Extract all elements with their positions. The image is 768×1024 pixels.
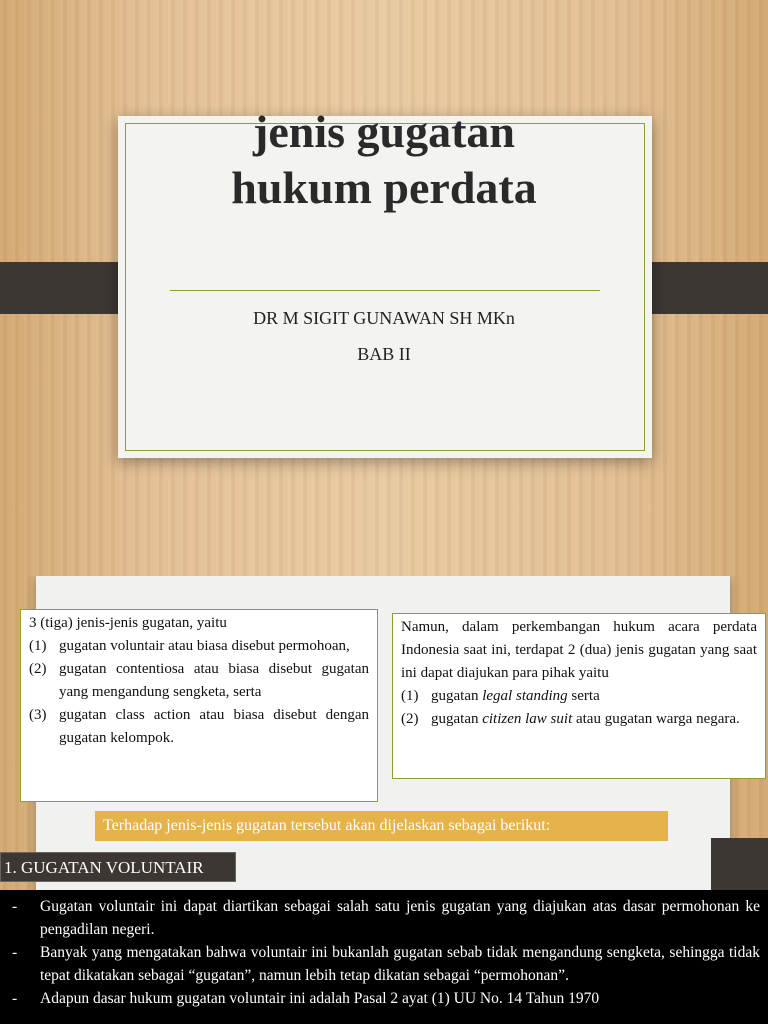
- section-title: 1. GUGATAN VOLUNTAIR: [0, 852, 236, 882]
- bullet-marker: -: [12, 898, 18, 915]
- list-item: [29, 658, 369, 704]
- list-item: [12, 987, 760, 1010]
- development-intro: Namun, dalam perkembangan hukum acara perdata Indonesia saat ini, terdapat 2 (dua) jenis gugatan yang saat ini dapat diajukan para pihak yaitu: [401, 619, 757, 681]
- bullet-text: Gugatan voluntair ini dapat diartikan sebagai salah satu jenis gugatan yang diajukan atas dasar permohonan ke pengadilan negeri.: [40, 898, 760, 938]
- list-item: [12, 941, 760, 987]
- list-number: (2): [401, 711, 419, 727]
- list-item: [29, 704, 369, 750]
- list-text-emphasis: legal standing: [482, 688, 568, 704]
- list-number: (3): [29, 707, 47, 723]
- list-item: [29, 635, 369, 658]
- list-text-post: atau gugatan warga negara.: [572, 711, 740, 727]
- list-text: [431, 685, 757, 708]
- list-item: [401, 685, 757, 708]
- voluntair-panel: [0, 890, 768, 1024]
- bullet-text: Adapun dasar hukum gugatan voluntair ini adalah Pasal 2 ayat (1) UU No. 14 Tahun 1970: [40, 990, 600, 1007]
- list-text: [431, 708, 757, 731]
- explanation-banner: Terhadap jenis-jenis gugatan tersebut akan dijelaskan sebagai berikut:: [95, 811, 668, 841]
- types-intro: 3 (tiga) jenis-jenis gugatan, yaitu: [29, 615, 227, 631]
- development-box: [392, 613, 766, 779]
- list-text: gugatan contentiosa atau biasa disebut gugatan yang mengandung sengketa, serta: [59, 661, 369, 700]
- title-divider: [170, 290, 600, 291]
- bullet-text: Banyak yang mengatakan bahwa voluntair ini bukanlah gugatan sebab tidak mengandung sengketa, sehingga tidak tepat dikatakan sebagai “gugatan”, namun lebih tetap dikatan sebagai “permohonan”.: [40, 944, 760, 984]
- slide-title: [0, 104, 768, 216]
- list-number: (1): [29, 638, 47, 654]
- types-list-box: [20, 609, 378, 802]
- list-item: [12, 895, 760, 941]
- chapter-label: BAB II: [357, 344, 411, 364]
- list-text-pre: gugatan: [431, 711, 483, 727]
- list-number: (2): [29, 661, 47, 677]
- decorative-bar-right: [711, 838, 768, 890]
- slide-title-line1: jenis gugatan: [253, 106, 515, 157]
- list-text: gugatan voluntair atau biasa disebut permohoan,: [59, 638, 350, 654]
- author-name: DR M SIGIT GUNAWAN SH MKn: [253, 308, 515, 328]
- bullet-marker: -: [12, 944, 18, 961]
- content-slide: [0, 576, 768, 1024]
- bullet-marker: -: [12, 990, 18, 1007]
- slide-title-line2: hukum perdata: [231, 162, 537, 213]
- list-text-pre: gugatan: [431, 688, 483, 704]
- list-number: (1): [401, 688, 419, 704]
- list-text-emphasis: citizen law suit: [482, 711, 573, 727]
- list-text-post: serta: [567, 688, 600, 704]
- list-text: gugatan class action atau biasa disebut dengan gugatan kelompok.: [59, 707, 369, 746]
- list-item: [401, 708, 757, 731]
